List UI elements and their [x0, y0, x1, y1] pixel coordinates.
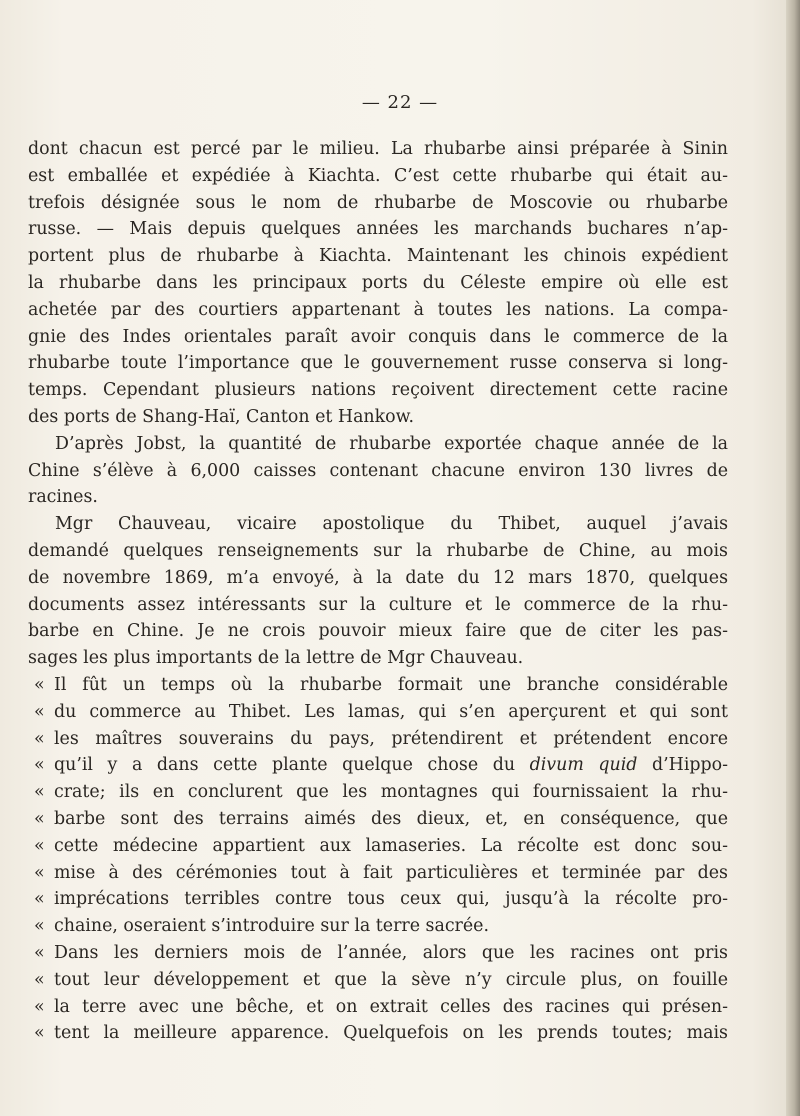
- quote-line: [28, 967, 728, 994]
- page-number: — 22 —: [361, 92, 439, 113]
- quote-line: [28, 913, 728, 940]
- quote-text: du commerce au Thibet. Les lamas, qui s’en aperçurent et qui sont: [54, 701, 728, 722]
- quote-mark: «: [34, 969, 45, 990]
- quote-line: [28, 940, 728, 967]
- text-line: barbe en Chine. Je ne crois pouvoir mieux faire que de citer les pas-: [28, 621, 728, 642]
- text-line: portent plus de rhubarbe à Kiachta. Maintenant les chinois expédient: [28, 246, 728, 267]
- quote-mark: «: [34, 782, 45, 803]
- text-line: Mgr Chauveau, vicaire apostolique du Thibet, auquel j’avais: [55, 514, 728, 535]
- quote-text: imprécations terribles contre tous ceux qui, jusqu’à la récolte pro-: [54, 889, 728, 910]
- quote-line: [28, 726, 728, 753]
- quote-text: chaine, oseraient s’introduire sur la terre sacrée.: [54, 916, 489, 937]
- text-line: racines.: [28, 487, 98, 508]
- page-edge: [786, 0, 800, 1116]
- quote-mark: «: [34, 996, 45, 1017]
- quote-mark: «: [34, 1023, 45, 1044]
- quote-text: cette médecine appartient aux lamaseries. La récolte est donc sou-: [54, 835, 728, 856]
- quote-mark: «: [34, 835, 45, 856]
- quote-text: crate; ils en conclurent que les montagnes qui fournissaient la rhu-: [54, 782, 728, 803]
- quote-text: Dans les derniers mois de l’année, alors que les racines ont pris: [54, 942, 728, 963]
- quote-text-after: d’Hippo-: [652, 755, 728, 776]
- text-line: temps. Cependant plusieurs nations reçoivent directement cette racine: [28, 380, 728, 401]
- quote-line: [28, 779, 728, 806]
- quote-line: [28, 994, 728, 1021]
- quote-line: [28, 752, 728, 779]
- quote-mark: «: [34, 916, 45, 937]
- text-line: des ports de Shang-Haï, Canton et Hankow.: [28, 406, 414, 427]
- quote-line: [28, 833, 728, 860]
- text-line: russe. — Mais depuis quelques années les marchands buchares n’ap-: [28, 219, 728, 240]
- quote-mark: «: [34, 862, 45, 883]
- quote-mark: «: [34, 728, 45, 749]
- quote-text: les maîtres souverains du pays, prétendirent et prétendent encore: [54, 728, 728, 749]
- quote-mark: «: [34, 942, 45, 963]
- text-line: gnie des Indes orientales paraît avoir conquis dans le commerce de la: [28, 326, 728, 347]
- text-line: D’après Jobst, la quantité de rhubarbe exportée chaque année de la: [55, 433, 728, 454]
- quote-mark: «: [34, 674, 45, 695]
- text-line: rhubarbe toute l’importance que le gouvernement russe conserva si long-: [28, 353, 728, 374]
- quote-text: mise à des cérémonies tout à fait particulières et terminée par des: [54, 862, 728, 883]
- quote-line: [28, 699, 728, 726]
- quote-text: la terre avec une bêche, et on extrait celles des racines qui présen-: [54, 996, 728, 1017]
- quote-line: [28, 886, 728, 913]
- quote-mark: «: [34, 755, 45, 776]
- text-line: la rhubarbe dans les principaux ports du Céleste empire où elle est: [28, 272, 728, 293]
- text-line: dont chacun est percé par le milieu. La rhubarbe ainsi préparée à Sinin: [28, 139, 728, 159]
- quote-line: [28, 860, 728, 887]
- quote-mark: «: [34, 889, 45, 910]
- text-line: sages les plus importants de la lettre de Mgr Chauveau.: [28, 648, 524, 669]
- text-line: est emballée et expédiée à Kiachta. C’est cette rhubarbe qui était au-: [28, 165, 728, 186]
- quote-text: Il fût un temps où la rhubarbe formait une branche considérable: [54, 674, 728, 695]
- quote-italic: divum quid: [529, 755, 638, 776]
- text-line: achetée par des courtiers appartenant à toutes les nations. La compa-: [28, 299, 728, 320]
- quote-text: tent la meilleure apparence. Quelquefois on les prends toutes; mais: [54, 1023, 728, 1044]
- quote-mark: «: [34, 808, 45, 829]
- text-line: Chine s’élève à 6,000 caisses contenant chacune environ 130 livres de: [28, 460, 728, 481]
- quote-line: [28, 672, 728, 699]
- text-line: demandé quelques renseignements sur la rhubarbe de Chine, au mois: [28, 540, 728, 561]
- quote-text: qu’il y a dans cette plante quelque chose du: [54, 755, 516, 776]
- text-line: de novembre 1869, m’a envoyé, à la date du 12 mars 1870, quelques: [28, 567, 728, 588]
- quote-line: [28, 1020, 728, 1047]
- text-line: trefois désignée sous le nom de rhubarbe de Moscovie ou rhubarbe: [28, 192, 728, 213]
- quote-line: [28, 806, 728, 833]
- quote-text: tout leur développement et que la sève n’y circule plus, on fouille: [54, 969, 728, 990]
- body-text: [28, 136, 728, 1047]
- text-line: documents assez intéressants sur la culture et le commerce de la rhu-: [28, 594, 728, 615]
- quote-text: barbe sont des terrains aimés des dieux, et, en conséquence, que: [54, 808, 728, 829]
- quote-mark: «: [34, 701, 45, 722]
